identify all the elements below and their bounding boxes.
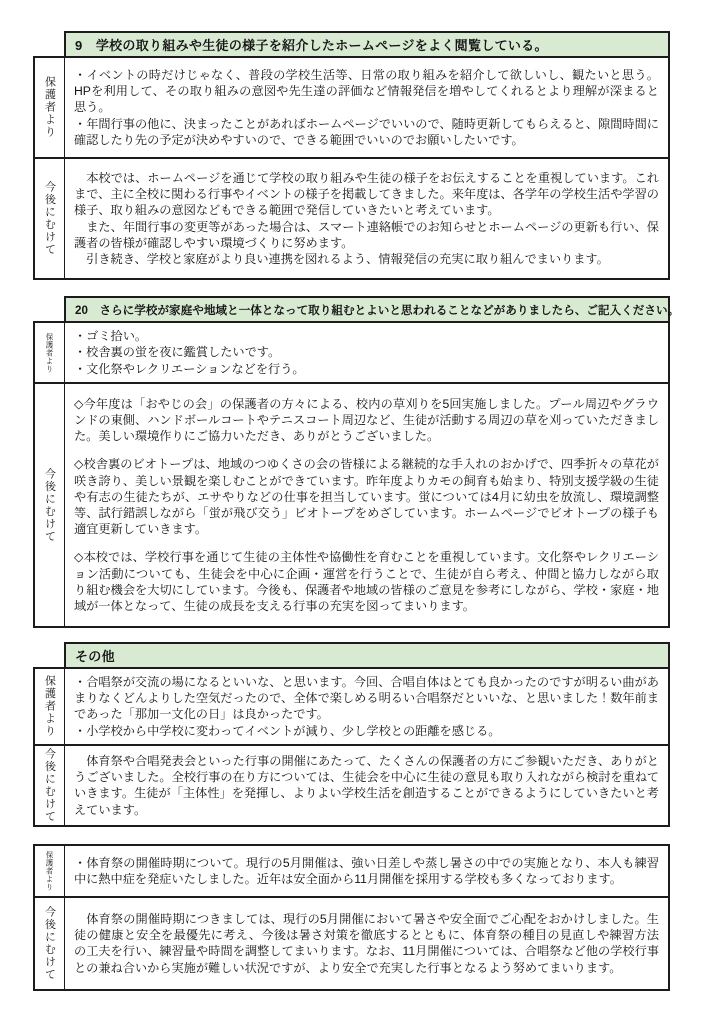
section-q20 [33, 296, 680, 628]
section-sports-day [33, 844, 670, 991]
row-label-parents: 保護者より [35, 846, 65, 896]
comment-paragraph: ・体育祭の開催時期について。現行の5月開催は、強い日差しや蒸し暑さの中での実施となり、本人も練習中に熱中症を発症いたしました。近年は安全面から11月開催を採用する学校も多くなっております。 [74, 855, 659, 886]
school-response-row [35, 896, 668, 989]
comment-paragraph: ・イベントの時だけじゃなく、普段の学校生活等、日常の取り組みを紹介して欲しいし、観たいと思う。HPを利用して、その取り組みの意図や先生達の評価など情報発信を増やしてくれるとより理解が深まると思う。 [74, 67, 659, 115]
section-q9 [33, 31, 670, 280]
parent-comments-row [35, 846, 668, 896]
comment-paragraph: ・校舎裏の蛍を夜に鑑賞したいです。 [74, 345, 281, 360]
row-label-parents: 保護者より [35, 58, 65, 157]
school-response-content [65, 746, 668, 825]
section-sports-day-table [33, 844, 670, 991]
school-response-row [35, 157, 668, 278]
comment-paragraph: ・小学校から中学校に変わってイベントが減り、少し学校との距離を感じる。 [74, 723, 501, 738]
comment-paragraph: ・年間行事の他に、決まったことがあればホームページでいいので、随時更新してもらえると、隙間時間に確認したり先の予定が決めやすいので、できる範囲でいいのでお願いしたいです。 [74, 116, 659, 147]
school-response-content [65, 384, 668, 626]
comment-paragraph: ・ゴミ拾い。 [74, 329, 148, 344]
comment-paragraph: ・文化祭やレクリエーションなどを行う。 [74, 361, 305, 376]
response-paragraph: 体育祭や合唱発表会といった行事の開催にあたって、たくさんの保護者の方にご参観いただき、ありがとうございました。全校行事の在り方については、生徒会を中心に生徒の意見も取り入れながら検討を重ねていきます。生徒が「主体性」を発揮し、よりよい学校生活を創造することができるようにしていきたいと考えています。 [74, 753, 659, 817]
parent-comments-content [65, 846, 668, 896]
parent-comments-row [35, 323, 668, 382]
response-paragraph: ◇今年度は「おやじの会」の保護者の方々による、校内の草刈りを5回実施しました。プール周辺やグラウンドの東側、ハンドボールコートやテニスコート周辺など、生徒が活動する周辺の草を刈っていただきました。美しい環境作りにご協力いただき、ありがとうございました。 [74, 396, 659, 444]
response-paragraph: ◇本校では、学校行事を通じて生徒の主体性や協働性を育むことを重視しています。文化祭やレクリエーション活動についても、生徒会を中心に企画・運営を行うことで、生徒が自ら考え、仲間と協力しながら取り組む機会を大切にしています。今後も、保護者や地域の皆様のご意見を参考にしながら、学校・家庭・地域が一体となって、生徒の成長を支える行事の充実を図ってまいります。 [74, 550, 659, 614]
parent-comments-content [65, 323, 668, 382]
parent-comments-content [65, 58, 668, 157]
school-response-row [35, 382, 668, 626]
section-q9-header: 9 学校の取り組みや生徒の様子を紹介したホームページをよく閲覧している。 [64, 31, 670, 58]
section-q20-table [33, 321, 670, 628]
section-other [33, 642, 670, 827]
school-response-row [35, 744, 668, 825]
parent-comments-content [65, 669, 668, 744]
parent-comments-row [35, 58, 668, 157]
section-other-header: その他 [64, 642, 670, 669]
row-label-future: 今後にむけて [35, 384, 65, 626]
response-paragraph: 引き続き、学校と家庭がより良い連携を図れるよう、情報発信の充実に取り組んでまいります。 [74, 251, 609, 266]
school-response-content [65, 159, 668, 278]
section-other-table [33, 667, 670, 827]
row-label-future: 今後にむけて [35, 746, 65, 825]
school-response-content [65, 898, 668, 989]
response-paragraph: 本校では、ホームページを通じて学校の取り組みや生徒の様子をお伝えすることを重視しています。これまで、主に全校に関わる行事やイベントの様子を掲載してきました。来年度は、各学年の学校生活や学習の様子、取り組みの意図などもできる範囲で発信していきたいと考えています。 [74, 170, 659, 218]
row-label-parents: 保護者より [35, 669, 65, 744]
response-paragraph: 体育祭の開催時期につきましては、現行の5月開催において暑さや安全面でご心配をおかけしました。生徒の健康と安全を最優先に考え、今後は暑さ対策を徹底するとともに、体育祭の種目の見直しや練習方法の工夫を行い、練習量や時間を調整してまいります。なお、11月開催については、合唱祭など他の学校行事との兼ね合いから実施が難しい状況ですが、より安全で充実した行事となるよう努めてまいります。 [74, 911, 659, 975]
response-paragraph: また、年間行事の変更等があった場合は、スマート連絡帳でのお知らせとホームページの更新も行い、保護者の皆様が確認しやすい環境づくりに努めます。 [74, 219, 659, 250]
comment-paragraph: ・合唱祭が交流の場になるといいな、と思います。今回、合唱自体はとても良かったのですが明るい曲があまりなくどんよりした空気だったので、全体で楽しめる明るい合唱祭だといいな、と思いました！数年前まであった「那加一文化の日」は良かったです。 [74, 675, 659, 722]
parent-comments-row [35, 669, 668, 744]
row-label-parents: 保護者より [35, 323, 65, 382]
section-q20-header: 20 さらに学校が家庭や地域と一体となって取り組むとよいと思われることなどがありましたら、ご記入ください。 [64, 296, 670, 323]
section-q9-table [33, 56, 670, 280]
response-paragraph: ◇校舎裏のビオトープは、地域のつゆくさの会の皆様による継続的な手入れのおかげで、四季折々の草花が咲き誇り、美しい景観を楽しむことができています。昨年度よりカモの飼育も始まり、特別支援学級の生徒や有志の生徒たちが、エサやりなどの仕事を担当しています。蛍については4月に幼虫を放流し、環境調整等、試行錯誤しながら「蛍が飛び交う」ビオトープをめざしています。ホームページでビオトープの様子も適宜更新していきます。 [74, 457, 659, 537]
row-label-future: 今後にむけて [35, 898, 65, 989]
row-label-future: 今後にむけて [35, 159, 65, 278]
